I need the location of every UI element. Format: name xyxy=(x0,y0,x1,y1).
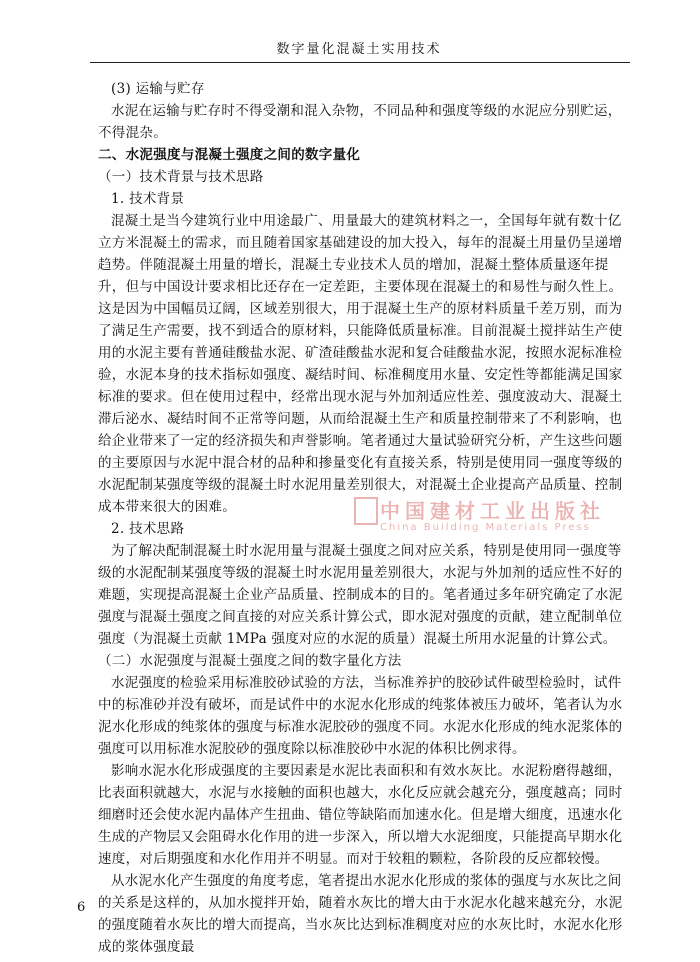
publisher-watermark xyxy=(380,495,605,533)
item-heading: 2. 技术思路 xyxy=(111,521,185,537)
item-heading: 1. 技术背景 xyxy=(111,191,185,207)
body-paragraph: 混凝土是当今建筑行业中用途最广、用量最大的建筑材料之一，全国每年就有数十亿立方米混凝土的需求，而且随着国家基础建设的加大投入，每年的混凝土用量仍呈递增趋势。伴随混凝土用量的增长，混凝土专业技术人员的增加，混凝土整体质量逐年提升，但与中国设计要求相比还存在一定差距，主要体现在混凝土的和易性与耐久性上。这是因为中国幅员辽阔，区域差别很大，用于混凝土生产的原材料质量千差万别，而为了满足生产需要，找不到适合的原材料，只能降低质量标准。目前混凝土搅拌站生产使用的水泥主要有普通硅酸盐水泥、矿渣硅酸盐水泥和复合硅酸盐水泥，按照水泥标准检验，水泥本身的技术指标如强度、凝结时间、标准稠度用水量、安定性等都能满足国家标准的要求。但在使用过程中，经常出现水泥与外加剂适应性差、强度波动大、混凝土滞后泌水、凝结时间不正常等问题，从而给混凝土生产和质量控制带来了不利影响，也给企业带来了一定的经济损失和声誉影响。笔者通过大量试验研究分析，产生这些问题的主要原因与水泥中混合材的品种和掺量变化有直接关系，特别是使用同一强度等级的水泥配制某强度等级的混凝土时水泥用量差别很大，对混凝土企业提高产品质量、控制成本带来很大的困难。 xyxy=(98,213,623,515)
body-paragraph: 影响水泥水化形成强度的主要因素是水泥比表面积和有效水灰比。水泥粉磨得越细，比表面积就越大，水泥与水接触的面积也越大，水化反应就会越充分，强度越高；同时细磨时还会使水泥内晶体产生扭曲、错位等缺陷而加速水化。但是增大细度，迅速水化生成的产物层又会阻碍水化作用的进一步深入，所以增大水泥细度，只能提高早期水化速度，对后期强度和水化作用并不明显。而对于较粗的颗粒，各阶段的反应都较慢。 xyxy=(98,763,623,867)
section-title: 二、水泥强度与混凝土强度之间的数字量化 xyxy=(98,147,361,163)
body-paragraph: 水泥强度的检验采用标准胶砂试验的方法，当标准养护的胶砂试件破型检验时，试件中的标准砂并没有破坏，而是试件中的水泥水化形成的纯浆体被压力破坏，笔者认为水泥水化形成的纯浆体的强度与标准水泥胶砂的强度不同。水泥水化形成的纯水泥浆体的强度可以用标准水泥胶砂的强度除以标准胶砂中水泥的体积比例求得。 xyxy=(98,675,623,757)
body-paragraph: 从水泥水化产生强度的角度考虑，笔者提出水泥水化形成的浆体的强度与水灰比之间的关系是这样的，从加水搅拌开始，随着水灰比的增大由于水泥水化越来越充分，水泥的强度随着水灰比的增大而提高，当水灰比达到标准稠度对应的水灰比时，水泥水化形成的浆体强度最 xyxy=(98,873,623,955)
subsection-heading: （二）水泥强度与混凝土强度之间的数字量化方法 xyxy=(98,653,402,669)
body-paragraph: 为了解决配制混凝土时水泥用量与混凝土强度之间对应关系，特别是使用同一强度等级的水泥配制某强度等级的混凝土时水泥用量差别很大，水泥与外加剂的适应性不好的难题，实现提高混凝土企业产品质量、控制成本的目的。笔者通过多年研究确定了水泥强度与混凝土强度之间直接的对应关系计算公式，即水泥对强度的贡献，建立配制单位强度（为混凝土贡献 1MPa 强度对应的水泥的质量）混凝土所用水泥量的计算公式。 xyxy=(98,543,623,647)
subsection-heading: (3) 运输与贮存 xyxy=(111,81,205,97)
page-number: 6 xyxy=(77,900,86,915)
publisher-logo-icon xyxy=(354,497,378,525)
watermark-latin: China Building Materials Press xyxy=(380,522,591,533)
header-rule xyxy=(90,62,630,63)
subsection-heading: （一）技术背景与技术思路 xyxy=(98,169,264,185)
running-header: 数字量化混凝土实用技术 xyxy=(276,42,442,57)
body-paragraph: 水泥在运输与贮存时不得受潮和混入杂物，不同品种和强度等级的水泥应分别贮运，不得混杂。 xyxy=(98,103,622,141)
watermark-text: 中国建材工业出版社 xyxy=(380,499,605,523)
